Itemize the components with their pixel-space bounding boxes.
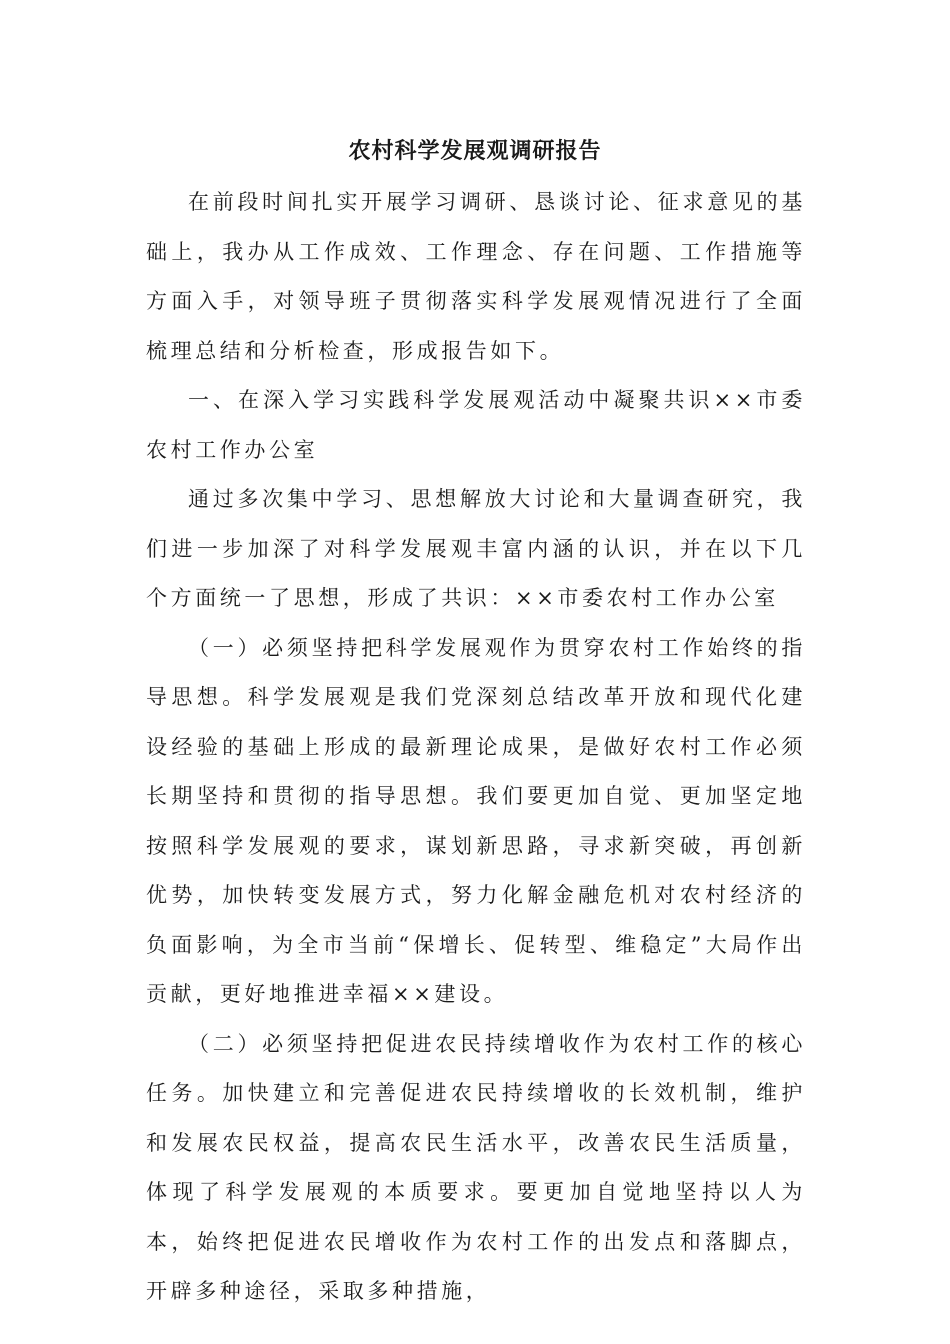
- document-title: 农村科学发展观调研报告: [348, 139, 602, 164]
- section-heading-1: 一、在深入学习实践科学发展观活动中凝聚共识××市委农村工作办公室: [146, 388, 806, 462]
- document-body: [146, 178, 806, 1317]
- point-1-paragraph: （一）必须坚持把科学发展观作为贯穿农村工作始终的指导思想。科学发展观是我们党深刻总结改革开放和现代化建设经验的基础上形成的最新理论成果，是做好农村工作必须长期坚持和贯彻的指导思想。我们要更加自觉、更加坚定地按照科学发展观的要求，谋划新思路，寻求新突破，再创新优势，加快转变发展方式，努力化解金融危机对农村经济的负面影响，为全市当前“保增长、促转型、维稳定”大局作出贡献，更好地推进幸福××建设。: [146, 635, 806, 1006]
- point-2-paragraph: （二）必须坚持把促进农民持续增收作为农村工作的核心任务。加快建立和完善促进农民持续增收的长效机制，维护和发展农民权益，提高农民生活水平，改善农民生活质量，体现了科学发展观的本质要求。要更加自觉地坚持以人为本，始终把促进农民增收作为农村工作的出发点和落脚点，开辟多种途径，采取多种措施，: [146, 1031, 806, 1303]
- intro-paragraph: 在前段时间扎实开展学习调研、恳谈讨论、征求意见的基础上，我办从工作成效、工作理念、存在问题、工作措施等方面入手，对领导班子贯彻落实科学发展观情况进行了全面梳理总结和分析检查，形成报告如下。: [146, 190, 806, 363]
- consensus-paragraph: 通过多次集中学习、思想解放大讨论和大量调查研究，我们进一步加深了对科学发展观丰富内涵的认识，并在以下几个方面统一了思想，形成了共识：××市委农村工作办公室: [146, 487, 806, 610]
